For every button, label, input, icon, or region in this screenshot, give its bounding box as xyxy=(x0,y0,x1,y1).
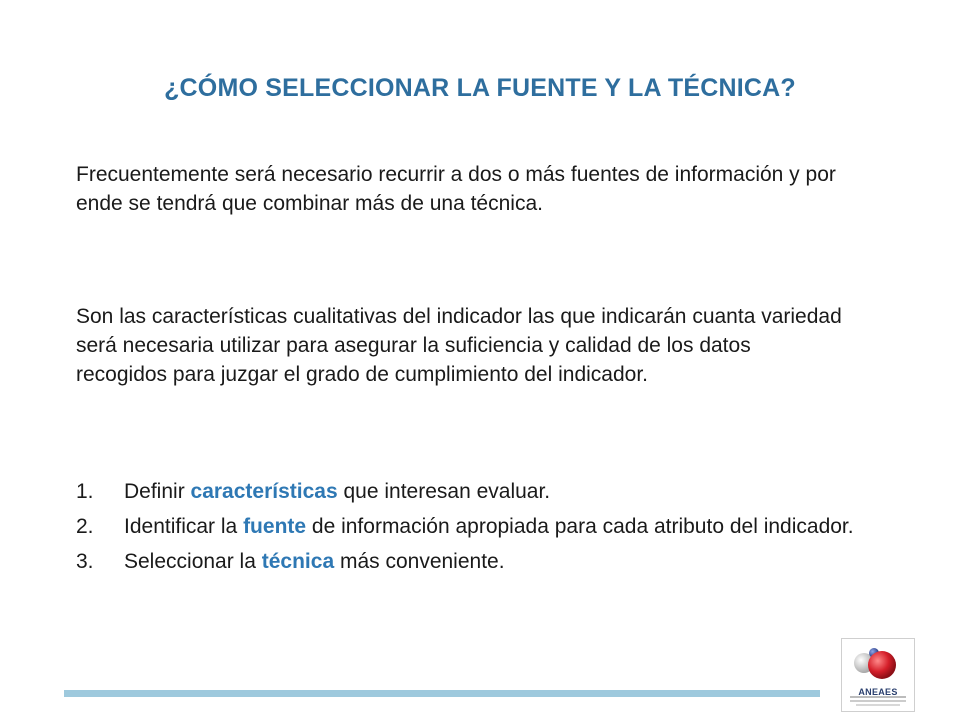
steps-list xyxy=(76,477,866,582)
slide-title: ¿CÓMO SELECCIONAR LA FUENTE Y LA TÉCNICA? xyxy=(164,74,796,102)
list-number: 1. xyxy=(76,480,94,503)
keyword: fuente xyxy=(243,515,307,538)
aneaes-logo xyxy=(841,638,915,712)
list-text-before: Definir xyxy=(124,480,191,503)
list-text xyxy=(124,477,866,506)
logo-name: ANEAES xyxy=(858,687,898,697)
list-number: 2. xyxy=(76,515,94,538)
list-item xyxy=(76,512,866,541)
list-text xyxy=(124,512,866,541)
bottom-divider-bar xyxy=(64,690,820,697)
list-text-before: Seleccionar la xyxy=(124,550,262,573)
list-number: 3. xyxy=(76,550,94,573)
list-item xyxy=(76,477,866,506)
list-text-after: más conveniente. xyxy=(334,550,505,573)
list-text-after: que interesan evaluar. xyxy=(337,480,551,503)
paragraph-sources: Frecuentemente será necesario recurrir a dos o más fuentes de información y por ende se tendrá que combinar más de una técnica. xyxy=(76,163,836,215)
list-item xyxy=(76,547,866,576)
list-text xyxy=(124,547,866,576)
keyword: técnica xyxy=(261,550,335,573)
list-text-before: Identificar la xyxy=(124,515,244,538)
aneaes-logo-spheres-icon xyxy=(842,639,914,711)
list-text-after: de información apropiada para cada atributo del indicador. xyxy=(306,515,854,538)
paragraph-characteristics: Son las características cualitativas del indicador las que indicarán cuanta variedad será necesaria utilizar para asegurar la suficiencia y calidad de los datos recogidos para juzgar el grado de cumplimiento del indicador. xyxy=(76,305,842,386)
keyword: características xyxy=(190,480,338,503)
